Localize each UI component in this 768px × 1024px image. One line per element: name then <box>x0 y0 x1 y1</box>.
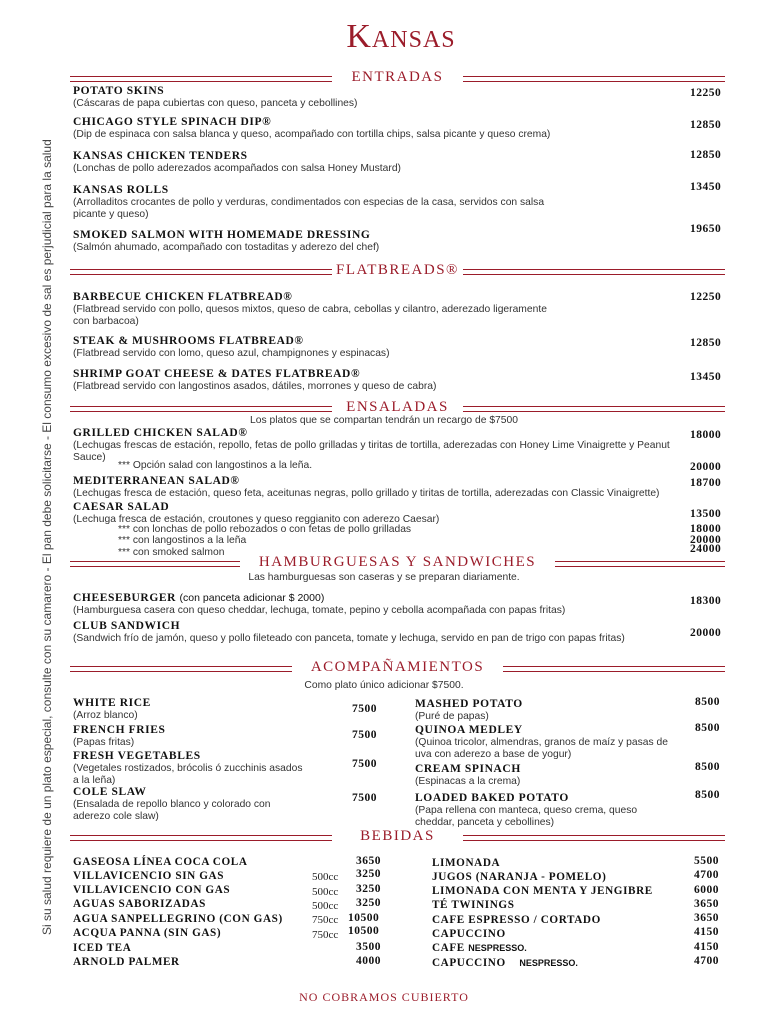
item-name: FRENCH FRIES <box>73 724 166 736</box>
item-price: 12250 <box>690 291 722 303</box>
drink-name: AGUA SANPELLEGRINO (CON GAS) <box>73 913 283 925</box>
drink-name: GASEOSA LÍNEA COCA COLA <box>73 856 248 868</box>
kansas-logo: Kansas <box>346 18 456 55</box>
item-name: FRESH VEGETABLES <box>73 750 201 762</box>
drink-price: 3250 <box>356 897 381 909</box>
item-price: 12850 <box>690 149 722 161</box>
drink-price: 10500 <box>348 912 380 924</box>
item-desc: (Sandwich frío de jamón, queso y pollo fileteado con panceta, tomate y lechuga, servido en pan de trigo con papas fritas) <box>73 633 625 644</box>
item-price: 12850 <box>690 119 722 131</box>
section-flatbreads <box>70 264 725 282</box>
menu-item <box>73 291 563 328</box>
drink-price: 4000 <box>356 955 381 967</box>
item-price: 13450 <box>690 371 722 383</box>
item-desc: (Arroz blanco) <box>73 710 138 721</box>
menu-item <box>73 116 693 141</box>
menu-item <box>73 184 563 221</box>
drink-price: 3250 <box>356 868 381 880</box>
item-name: CHICAGO STYLE SPINACH DIP® <box>73 116 272 128</box>
drink-size: 750cc <box>312 929 339 941</box>
drink-size: 500cc <box>312 871 339 883</box>
item-desc: (Lechuga fresca de estación, croutones y queso reggianito con aderezo Caesar) <box>73 514 440 525</box>
drink-price: 3650 <box>356 855 381 867</box>
section-title-bebidas: BEBIDAS <box>360 828 435 844</box>
drink-size: 750cc <box>312 914 339 926</box>
drink-price: 4700 <box>694 869 719 881</box>
menu-item <box>73 786 308 823</box>
item-desc: (Ensalada de repollo blanco y colorado con aderezo cole slaw) <box>73 799 271 822</box>
item-name: LOADED BAKED POTATO <box>415 792 569 804</box>
section-title-hamburguesas: HAMBURGUESAS Y SANDWICHES <box>258 554 537 570</box>
menu-item <box>415 763 685 788</box>
item-name: COLE SLAW <box>73 786 147 798</box>
item-desc: (Espinacas a la crema) <box>415 776 521 787</box>
item-price: 8500 <box>695 789 720 801</box>
drink-price: 6000 <box>694 884 719 896</box>
nespresso-logo: NESPRESSO. <box>519 958 578 968</box>
item-price: 18000 <box>690 429 722 441</box>
drink-name: TÉ TWININGS <box>432 899 515 911</box>
nespresso-logo: NESPRESSO. <box>468 943 527 953</box>
item-price: 7500 <box>352 792 377 804</box>
item-option-price: 18000 <box>690 523 722 535</box>
drink-name: VILLAVICENCIO SIN GAS <box>73 870 225 882</box>
item-price: 13500 <box>690 508 722 520</box>
drink-price: 4700 <box>694 955 719 967</box>
item-desc: (Salmón ahumado, acompañado con tostaditas y aderezo del chef) <box>73 242 380 253</box>
menu-item <box>73 750 308 787</box>
drink-name: VILLAVICENCIO CON GAS <box>73 884 231 896</box>
item-price: 8500 <box>695 761 720 773</box>
item-name: QUINOA MEDLEY <box>415 724 523 736</box>
item-price: 7500 <box>352 758 377 770</box>
item-desc: (Flatbread servido con pollo, quesos mixtos, queso de cabra, cebollas y cilantro, aderezado ligeramente con barbacoa) <box>73 304 547 327</box>
drink-name: JUGOS (NARANJA - POMELO) <box>432 871 607 883</box>
item-name: STEAK & MUSHROOMS FLATBREAD® <box>73 335 304 347</box>
drink-price: 3250 <box>356 883 381 895</box>
drink-size: 500cc <box>312 886 339 898</box>
menu-item <box>415 698 685 723</box>
item-price: 7500 <box>352 729 377 741</box>
drink-name: CAFE ESPRESSO / CORTADO <box>432 914 601 926</box>
item-desc: (Cáscaras de papa cubiertas con queso, panceta y cebollines) <box>73 98 358 109</box>
item-price: 18700 <box>690 477 722 489</box>
menu-item <box>73 85 693 110</box>
drink-price: 3650 <box>694 898 719 910</box>
item-desc: (Flatbread servido con langostinos asados, dátiles, morrones y queso de cabra) <box>73 381 437 392</box>
item-desc: (Vegetales rostizados, brócolis ó zucchinis asados a la leña) <box>73 763 303 786</box>
menu-item <box>73 724 308 749</box>
item-name: SMOKED SALMON WITH HOMEMADE DRESSING <box>73 229 371 241</box>
item-name: MASHED POTATO <box>415 698 523 710</box>
hamburguesas-note: Las hamburguesas son caseras y se preparan diariamente. <box>248 572 520 583</box>
item-option: *** con lonchas de pollo rebozados o con fetas de pollo grilladas <box>118 524 412 535</box>
item-desc: (Quinoa tricolor, almendras, granos de maíz y pasas de uva con aderezo a base de yogur) <box>415 737 668 760</box>
drink-name-text: CAPUCCINO <box>432 957 506 969</box>
menu-item <box>73 368 693 393</box>
menu-item <box>415 724 685 761</box>
drink-name: AGUAS SABORIZADAS <box>73 898 206 910</box>
acompanamientos-note: Como plato único adicionar $7500. <box>304 680 464 691</box>
item-option: *** Opción salad con langostinos a la leña. <box>118 460 313 471</box>
item-option-price: 24000 <box>690 543 722 555</box>
item-name: GRILLED CHICKEN SALAD® <box>73 427 248 439</box>
menu-item <box>73 697 308 722</box>
item-desc: (Hamburguesa casera con queso cheddar, lechuga, tomate, pepino y cebolla acompañada con papas fritas) <box>73 605 566 616</box>
section-title-acompanamientos: ACOMPAÑAMIENTOS <box>310 659 485 675</box>
ensaladas-note: Los platos que se compartan tendrán un recargo de $7500 <box>250 415 518 426</box>
drink-price: 4150 <box>694 941 719 953</box>
item-price: 18300 <box>690 595 722 607</box>
item-desc: (Dip de espinaca con salsa blanca y queso, acompañado con tortilla chips, salsa picante y queso crema) <box>73 129 551 140</box>
item-option: *** con langostinos a la leña <box>118 535 247 546</box>
drink-name: LIMONADA CON MENTA Y JENGIBRE <box>432 885 653 897</box>
menu-item <box>73 427 693 464</box>
item-name: CREAM SPINACH <box>415 763 521 775</box>
item-price: 20000 <box>690 627 722 639</box>
item-desc: (Lonchas de pollo aderezados acompañados con salsa Honey Mustard) <box>73 163 401 174</box>
section-title-entradas: ENTRADAS <box>351 69 444 85</box>
item-desc: (Lechugas frescas de estación, repollo, fetas de pollo grilladas y tiritas de tortilla, aderezadas con Honey Lime Vinaigrette y Peanut Sauce) <box>73 440 670 463</box>
drink-price: 4150 <box>694 926 719 938</box>
drink-name <box>432 942 527 955</box>
drink-price: 10500 <box>348 925 380 937</box>
drink-price: 3500 <box>356 941 381 953</box>
drink-name: ACQUA PANNA (SIN GAS) <box>73 927 222 939</box>
item-price: 8500 <box>695 722 720 734</box>
menu-item <box>73 335 693 360</box>
item-name: SHRIMP GOAT CHEESE & DATES FLATBREAD® <box>73 368 361 380</box>
item-name: MEDITERRANEAN SALAD® <box>73 475 240 487</box>
menu-item <box>73 620 628 645</box>
item-desc: (Flatbread servido con lomo, queso azul, champignones y espinacas) <box>73 348 390 359</box>
item-price: 12250 <box>690 87 722 99</box>
section-title-flatbreads: FLATBREADS® <box>336 262 459 278</box>
drink-name: LIMONADA <box>432 857 501 869</box>
drink-name-text: CAFE <box>432 942 465 954</box>
item-price: 12850 <box>690 337 722 349</box>
drink-name <box>432 957 578 970</box>
item-name: CAESAR SALAD <box>73 501 170 513</box>
item-name: KANSAS CHICKEN TENDERS <box>73 150 248 162</box>
item-extra: (con panceta adicionar $ 2000) <box>179 592 325 604</box>
item-price: 13450 <box>690 181 722 193</box>
item-price: 8500 <box>695 696 720 708</box>
menu-item <box>73 475 693 500</box>
item-name: KANSAS ROLLS <box>73 184 169 196</box>
item-name: POTATO SKINS <box>73 85 165 97</box>
item-desc: (Papas fritas) <box>73 737 135 748</box>
item-desc: (Papa rellena con manteca, queso crema, queso cheddar, panceta y cebollines) <box>415 805 638 828</box>
item-name: BARBECUE CHICKEN FLATBREAD® <box>73 291 293 303</box>
item-option: *** con smoked salmon <box>118 547 225 558</box>
item-name: WHITE RICE <box>73 697 151 709</box>
drink-name: ARNOLD PALMER <box>73 956 180 968</box>
footer-note: NO COBRAMOS CUBIERTO <box>299 990 469 1004</box>
item-desc: (Lechugas fresca de estación, queso feta, aceitunas negras, pollo grillado y tiritas de tortilla, aderezadas con Classic Vinaigrette) <box>73 488 660 499</box>
section-acompanamientos <box>70 661 725 679</box>
menu-item <box>73 229 693 254</box>
item-desc: (Puré de papas) <box>415 711 489 722</box>
drink-name: CAPUCCINO <box>432 928 506 940</box>
item-option-price: 20000 <box>690 461 722 473</box>
item-price: 7500 <box>352 703 377 715</box>
item-name <box>73 592 693 605</box>
drink-name: ICED TEA <box>73 942 132 954</box>
item-option-price: 20000 <box>690 534 722 546</box>
menu-item <box>73 592 693 617</box>
drink-price: 3650 <box>694 912 719 924</box>
drink-size: 500cc <box>312 900 339 912</box>
menu-item <box>415 792 645 829</box>
item-name: CLUB SANDWICH <box>73 620 181 632</box>
item-price: 19650 <box>690 223 722 235</box>
drink-price: 5500 <box>694 855 719 867</box>
item-name-text: CHEESEBURGER <box>73 592 177 604</box>
item-desc: (Arrolladitos crocantes de pollo y verduras, condimentados con especias de la casa, servidos con salsa picante y queso) <box>73 197 545 220</box>
menu-item <box>73 150 693 175</box>
menu-item <box>73 501 693 526</box>
section-bebidas <box>70 830 725 848</box>
section-title-ensaladas: ENSALADAS <box>346 399 449 415</box>
side-notice: Si su salud requiere de un plato especial, consulte con su camarero - El pan debe solicitarse - El consumo excesivo de sal es perjudicial para la salud <box>40 139 54 935</box>
